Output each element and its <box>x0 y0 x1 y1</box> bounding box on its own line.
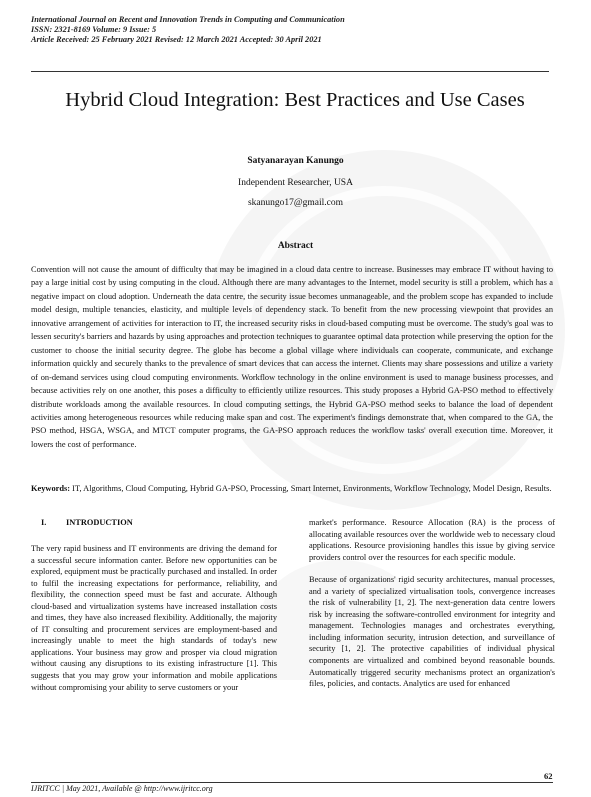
paragraph: The very rapid business and IT environments are driving the demand for a successful secure information canter. Before new opportunities can be explored, equipment must be practically purchased and installed. In order to fulfil the increasing expectations for performance, reliability, and flexibility, the connection speed must be fast and accurate. Although cloud-based and virtualization systems have increased installation costs and times, they have also increased flexibility. Additionally, the majority of IT consulting and procurement services are employment-based and increasingly unable to meet the high standards of today's new applications. Your business may grow and prosper via cloud migration without causing any disruptions to its existing infrastructure [1]. This suggests that you may grow your information and mobile applications without compromising your ability to serve customers or your <box>31 544 277 692</box>
footer-text: IJRITCC | May 2021, Available @ http://www.ijritcc.org <box>31 784 213 793</box>
article-dates: Article Received: 25 February 2021 Revised: 12 March 2021 Accepted: 30 April 2021 <box>31 35 322 44</box>
keywords <box>31 482 553 495</box>
paragraph: market's performance. Resource Allocation (RA) is the process of allocating available resources over the worldwide web to necessary cloud applications. Resource provisioning handles this issue by giving service providers control over the resources for each specific module. <box>309 518 555 562</box>
author-affiliation: Independent Researcher, USA <box>238 178 353 188</box>
header-divider <box>31 71 549 72</box>
section-heading <box>31 517 277 529</box>
section-title: INTRODUCTION <box>66 518 133 527</box>
abstract-heading: Abstract <box>277 241 314 251</box>
author-name: Satyanarayan Kanungo <box>247 156 344 166</box>
section-number: I. <box>41 518 47 527</box>
left-column <box>31 517 277 693</box>
journal-name: International Journal on Recent and Innovation Trends in Computing and Communication <box>31 15 345 24</box>
keywords-label: Keywords: <box>31 484 71 493</box>
page-number: 62 <box>544 771 553 781</box>
journal-header <box>31 15 345 45</box>
author-email: skanungo17@gmail.com <box>247 198 344 208</box>
footer-divider <box>31 782 553 783</box>
paragraph: Because of organizations' rigid security architectures, manual processes, and a variety of specialized virtualisation tools, convergence increases the risk of vulnerability [1, 2]. The next-generation data centre lowers risk by increasing the software-controlled environment for integrity and management. Technologies manages and orchestrates everything, including information security, intrusion detection, and surveillance of security [1, 2]. The protective capabilities of individual physical components are virtualized and combined beyond reasonable bounds. Automatically triggered security mechanisms protect an organization's files, policies, and contacts. Analytics are used for enhanced <box>309 575 555 689</box>
journal-issn: ISSN: 2321-8169 Volume: 9 Issue: 5 <box>31 25 157 34</box>
paper-title: Hybrid Cloud Integration: Best Practices and Use Cases <box>65 89 525 111</box>
right-column <box>309 517 555 690</box>
abstract-text: Convention will not cause the amount of difficulty that may be imagined in a cloud data centre to increase. Businesses may embrace IT without having to pay a large initial cost by using computing in the cloud. Although there are many advantages to the Internet, model security is still a problem, which has a negative impact on cloud adoption. Underneath the data centre, the security issue becomes unmanageable, and the problem scope has expanded to include model design, multiple tenancies, elasticity, and multiple levels of dependency stack. To benefit from the new processing viewpoint that provides an innovative arrangement of activities for interaction to IT, the increased security risks in cloud-based computing must be overcome. The study's goal was to lessen security's barriers and hazards by using approaches and protection techniques to guarantee optimal data protection while preserving the option for the customer to choose the initial security degree. The globe has become a global village where individuals can cooperate, communicate, and exchange information quickly and securely thanks to the prevalence of smart devices that can access the internet. Clients may share possessions and utilize a variety of on-demand services using cloud computing environments. Workflow technology in the online environment is used to manage business processes, and because activities rely on one another, this poses a difficulty to efficiently utilize resources. This study proposes a Hybrid GA-PSO method to effectively distribute workloads among the available resources. In cloud computing settings, the Hybrid GA-PSO method seeks to balance the load of dependent activities among heterogeneous resources while reducing make span and cost. The experiment's findings demonstrate that, when compared to the GA, the PSO method, HSGA, WSGA, and MTCT computer programs, the GA-PSO approach reduces the workflow tasks' overall execution time. Moreover, it lowers the cost of performance. <box>31 265 553 449</box>
keywords-text: IT, Algorithms, Cloud Computing, Hybrid GA-PSO, Processing, Smart Internet, Environments, Workflow Technology, Model Design, Results. <box>72 484 552 493</box>
